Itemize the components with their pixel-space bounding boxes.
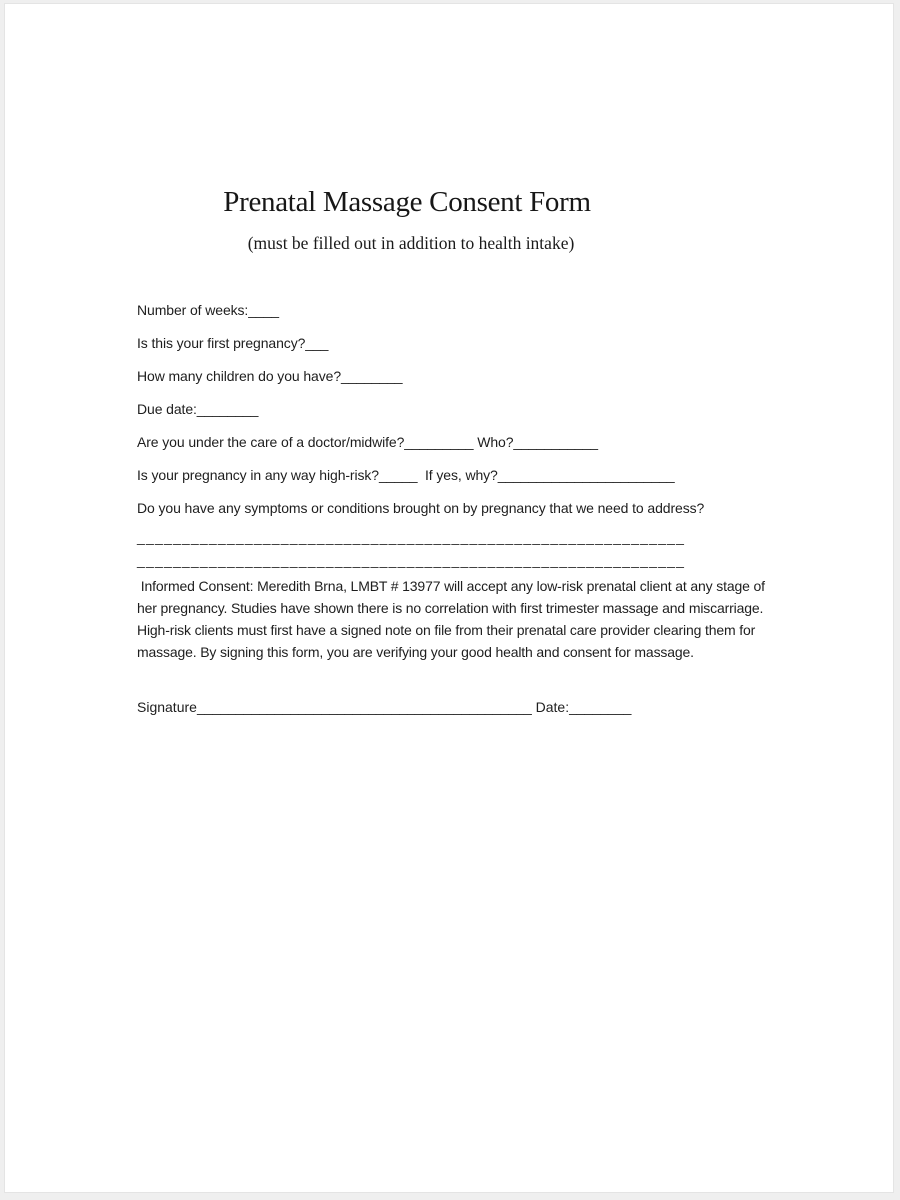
consent-line: her pregnancy. Studies have shown there is no correlation with first trimester massage and miscarriage. <box>137 600 764 616</box>
question-due-date: Due date:________ <box>137 401 259 417</box>
question-symptoms: Do you have any symptoms or conditions brought on by pregnancy that we need to address? <box>137 500 705 516</box>
page-subtitle: (must be filled out in addition to health intake) <box>247 233 575 253</box>
question-first-pregnancy: Is this your first pregnancy?___ <box>137 335 329 351</box>
answer-blank-line: _____________________________________________________________ <box>137 529 686 545</box>
question-high-risk: Is your pregnancy in any way high-risk?_____ If yes, why?_______________________ <box>137 467 675 483</box>
signature-label: Signature <box>137 699 197 715</box>
signature-blank-line: ___________________________________________ <box>196 699 532 715</box>
form-content <box>137 4 817 716</box>
consent-line: High-risk clients must first have a signed note on file from their prenatal care provider clearing them for <box>137 622 756 638</box>
date-label: Date: <box>531 699 570 715</box>
question-list <box>137 294 817 525</box>
question-doctor-midwife: Are you under the care of a doctor/midwife?_________ Who?___________ <box>137 434 598 450</box>
page-title: Prenatal Massage Consent Form <box>223 186 591 218</box>
answer-blank-line: _____________________________________________________________ <box>137 552 686 568</box>
signature-row <box>137 699 817 716</box>
document-page <box>4 3 894 1193</box>
consent-line: Informed Consent: Meredith Brna, LMBT # 13977 will accept any low-risk prenatal client at any stage of <box>137 578 765 594</box>
question-number-of-weeks: Number of weeks:____ <box>137 302 279 318</box>
question-children-count: How many children do you have?________ <box>137 368 403 384</box>
informed-consent-paragraph <box>137 575 797 663</box>
consent-line: massage. By signing this form, you are verifying your good health and consent for massage. <box>137 644 694 660</box>
date-blank-line: ________ <box>569 699 632 715</box>
